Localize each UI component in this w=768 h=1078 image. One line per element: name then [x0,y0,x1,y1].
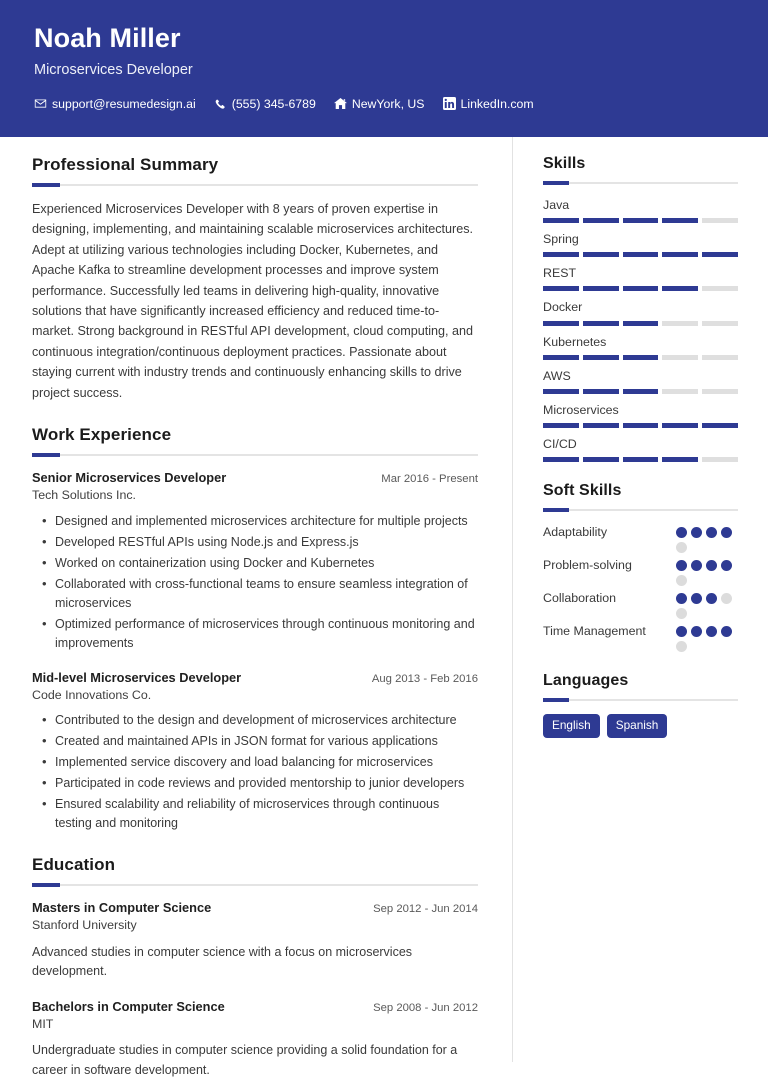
section-title-summary: Professional Summary [32,155,219,174]
section-soft-skills [543,482,738,652]
skill-level-segment [623,355,659,360]
experience-list [32,469,478,833]
language-pill[interactable]: Spanish [607,714,668,738]
envelope-icon [34,97,47,110]
experience-role: Mid-level Microservices Developer [32,669,242,685]
skill-label: Spring [543,232,579,247]
section-education [32,855,478,1078]
experience-company: Code Innovations Co. [32,687,152,702]
skill-level-segment [543,218,579,223]
education-list [32,899,478,1078]
skill-level-segment [662,218,698,223]
soft-skill-item [543,557,738,586]
soft-skill-level-dots [676,524,738,553]
skill-level-segment [543,321,579,326]
soft-skill-level-dots [676,557,738,586]
section-title-languages: Languages [543,672,629,689]
skill-level-segment [583,355,619,360]
section-divider [543,182,738,184]
skill-level-segment [543,355,579,360]
skill-level-segment [543,286,579,291]
skill-level-segment [623,252,659,257]
experience-role: Senior Microservices Developer [32,469,227,485]
experience-entry [32,669,478,834]
soft-skill-level-dot [676,641,687,652]
soft-skill-label: Time Management [543,624,646,638]
experience-date: Aug 2013 - Feb 2016 [371,672,478,685]
contact-location[interactable] [334,97,425,111]
contact-email-label: support@resumedesign.ai [52,96,196,111]
skill-level-segment [583,286,619,291]
soft-skill-level-dot [706,527,717,538]
experience-bullet: • Developed RESTful APIs using Node.js and Express.js [32,533,478,552]
skill-level-segment [702,355,738,360]
skill-level-bar [543,355,738,360]
skill-level-bar [543,218,738,223]
experience-bullet: • Implemented service discovery and load balancing for microservices [32,753,478,772]
soft-skill-level-dot [691,560,702,571]
skill-level-segment [583,218,619,223]
skill-level-segment [623,457,659,462]
contact-email[interactable] [34,97,196,111]
skill-level-segment [702,457,738,462]
soft-skill-level-dot [691,527,702,538]
experience-bullet: • Created and maintained APIs in JSON format for various applications [32,732,478,751]
skill-level-segment [623,389,659,394]
experience-bullet: • Ensured scalability and reliability of microservices through continuous testing and monitoring [32,795,478,833]
skill-level-segment [702,389,738,394]
skill-level-bar [543,321,738,326]
skill-label: Microservices [543,402,619,417]
soft-skill-level-dot [676,608,687,619]
skill-level-segment [583,389,619,394]
soft-skill-level-dot [676,626,687,637]
skill-level-segment [583,321,619,326]
skills-list [543,197,738,462]
skill-item [543,299,738,325]
skill-label: Java [543,198,570,212]
skill-item [543,334,738,360]
experience-entry [32,469,478,653]
soft-skill-level-dot [676,575,687,586]
skill-level-segment [702,423,738,428]
soft-skill-level-dot [721,527,732,538]
skill-label: Kubernetes [543,334,607,349]
section-divider [543,699,738,701]
skill-item [543,368,738,394]
section-professional-summary [32,155,478,403]
experience-company: Tech Solutions Inc. [32,488,137,503]
experience-entry-header [32,469,478,486]
education-description: Advanced studies in computer science with a focus on microservices development. [32,944,413,979]
soft-skill-level-dot [721,626,732,637]
soft-skill-label: Adaptability [543,525,608,539]
experience-bullet: • Participated in code reviews and provided mentorship to junior developers [32,774,478,793]
skill-level-bar [543,252,738,257]
skill-item [543,197,738,223]
contact-phone-label: (555) 345-6789 [231,96,316,111]
experience-bullet: • Contributed to the design and development of microservices architecture [32,711,478,730]
skill-level-bar [543,457,738,462]
skill-level-segment [662,252,698,257]
skill-level-segment [702,321,738,326]
education-entry-header [32,998,478,1015]
education-school: MIT [32,1016,54,1031]
soft-skill-level-dots [676,623,738,652]
section-divider [32,884,478,886]
education-entry-header [32,899,478,916]
section-title-education: Education [32,855,116,875]
skill-level-bar [543,423,738,428]
soft-skill-level-dot [721,560,732,571]
resume-body [0,137,768,1078]
soft-skill-item [543,590,738,619]
phone-icon [214,97,227,110]
skill-level-segment [702,252,738,257]
soft-skill-item [543,524,738,553]
education-degree: Bachelors in Computer Science [32,998,225,1014]
summary-text: Experienced Microservices Developer with 8 years of proven expertise in designing, implementing, and maintaining scalable microservices architectures. Adept at utilizing various technologies including Docker, Kubernetes, and Apache Kafka to streamline development processes and improve system performance. Successfully led teams in delivering high-quality, innovative solutions that have significantly increased efficiency and reduced time-to-market. Strong background in RESTful API development, cloud computing, and continuous integration/continuous deployment practices. Passionate about staying current with industry trends and continuously enhancing skills to drive project success. [32,202,474,400]
contact-linkedin[interactable] [443,97,534,111]
skill-level-segment [543,457,579,462]
skill-item [543,436,738,462]
experience-bullet: • Collaborated with cross-functional teams to ensure seamless integration of microservices [32,575,478,613]
section-languages [543,672,738,738]
skill-level-segment [662,423,698,428]
soft-skill-level-dot [706,560,717,571]
skill-level-segment [583,423,619,428]
skill-level-segment [623,218,659,223]
skill-level-segment [702,218,738,223]
soft-skill-level-dot [721,593,732,604]
experience-bullet: • Designed and implemented microservices architecture for multiple projects [32,512,478,531]
soft-skill-item [543,623,738,652]
section-divider [32,454,478,456]
soft-skill-level-dot [691,626,702,637]
languages-list [543,714,738,738]
education-entry [32,899,478,981]
sidebar-column [512,137,768,1062]
skill-level-segment [583,252,619,257]
skill-label: AWS [543,368,571,383]
contact-phone[interactable] [214,97,316,111]
experience-entry-header [32,669,478,686]
skill-level-bar [543,286,738,291]
skill-level-segment [623,321,659,326]
skill-level-segment [702,286,738,291]
soft-skill-label: Problem-solving [543,558,632,572]
soft-skill-level-dots [676,590,738,619]
job-title: Microservices Developer [34,61,193,78]
skill-level-segment [543,252,579,257]
skill-level-segment [662,389,698,394]
education-school: Stanford University [32,918,137,933]
soft-skill-level-dot [691,593,702,604]
education-entry [32,998,478,1078]
education-date: Sep 2008 - Jun 2012 [373,1001,478,1014]
skill-level-segment [543,389,579,394]
language-pill[interactable]: English [543,714,600,738]
soft-skill-level-dot [676,560,687,571]
education-date: Sep 2012 - Jun 2014 [373,903,478,916]
soft-skills-list [543,524,738,652]
contact-row [34,97,734,111]
experience-bullet-list [32,711,478,833]
skill-level-segment [662,286,698,291]
soft-skill-label: Collaboration [543,591,617,605]
soft-skill-level-dot [706,626,717,637]
education-description: Undergraduate studies in computer science providing a solid foundation for a career in software development. [32,1043,458,1077]
section-divider [543,509,738,511]
experience-bullet: • Worked on containerization using Docker and Kubernetes [32,554,478,573]
skill-level-segment [662,321,698,326]
soft-skill-level-dot [676,593,687,604]
home-icon [334,97,347,110]
skill-level-bar [543,389,738,394]
skill-level-segment [543,423,579,428]
skill-item [543,402,738,428]
section-title-experience: Work Experience [32,424,172,444]
soft-skill-level-dot [676,542,687,553]
skill-level-segment [623,286,659,291]
experience-date: Mar 2016 - Present [381,472,478,485]
section-divider [32,184,478,186]
skill-level-segment [583,457,619,462]
contact-location-label: NewYork, US [351,96,425,111]
linkedin-icon [443,97,456,110]
page-title: Noah Miller [34,23,181,53]
skill-level-segment [623,423,659,428]
soft-skill-level-dot [676,527,687,538]
soft-skill-level-dot [706,593,717,604]
experience-bullet-list [32,512,478,653]
resume-header [0,0,768,137]
skill-label: CI/CD [543,436,577,451]
skill-level-segment [662,355,698,360]
contact-linkedin-label: LinkedIn.com [460,96,534,111]
section-title-skills: Skills [543,155,586,172]
main-column [0,137,512,1078]
section-work-experience [32,425,478,833]
skill-item [543,231,738,257]
education-degree: Masters in Computer Science [32,900,212,916]
skill-level-segment [662,457,698,462]
section-skills [543,155,738,462]
section-title-soft-skills: Soft Skills [543,482,622,499]
skill-label: Docker [543,300,583,315]
skill-item [543,265,738,291]
experience-bullet: • Optimized performance of microservices through continuous monitoring and improvements [32,615,478,653]
skill-label: REST [543,266,577,281]
